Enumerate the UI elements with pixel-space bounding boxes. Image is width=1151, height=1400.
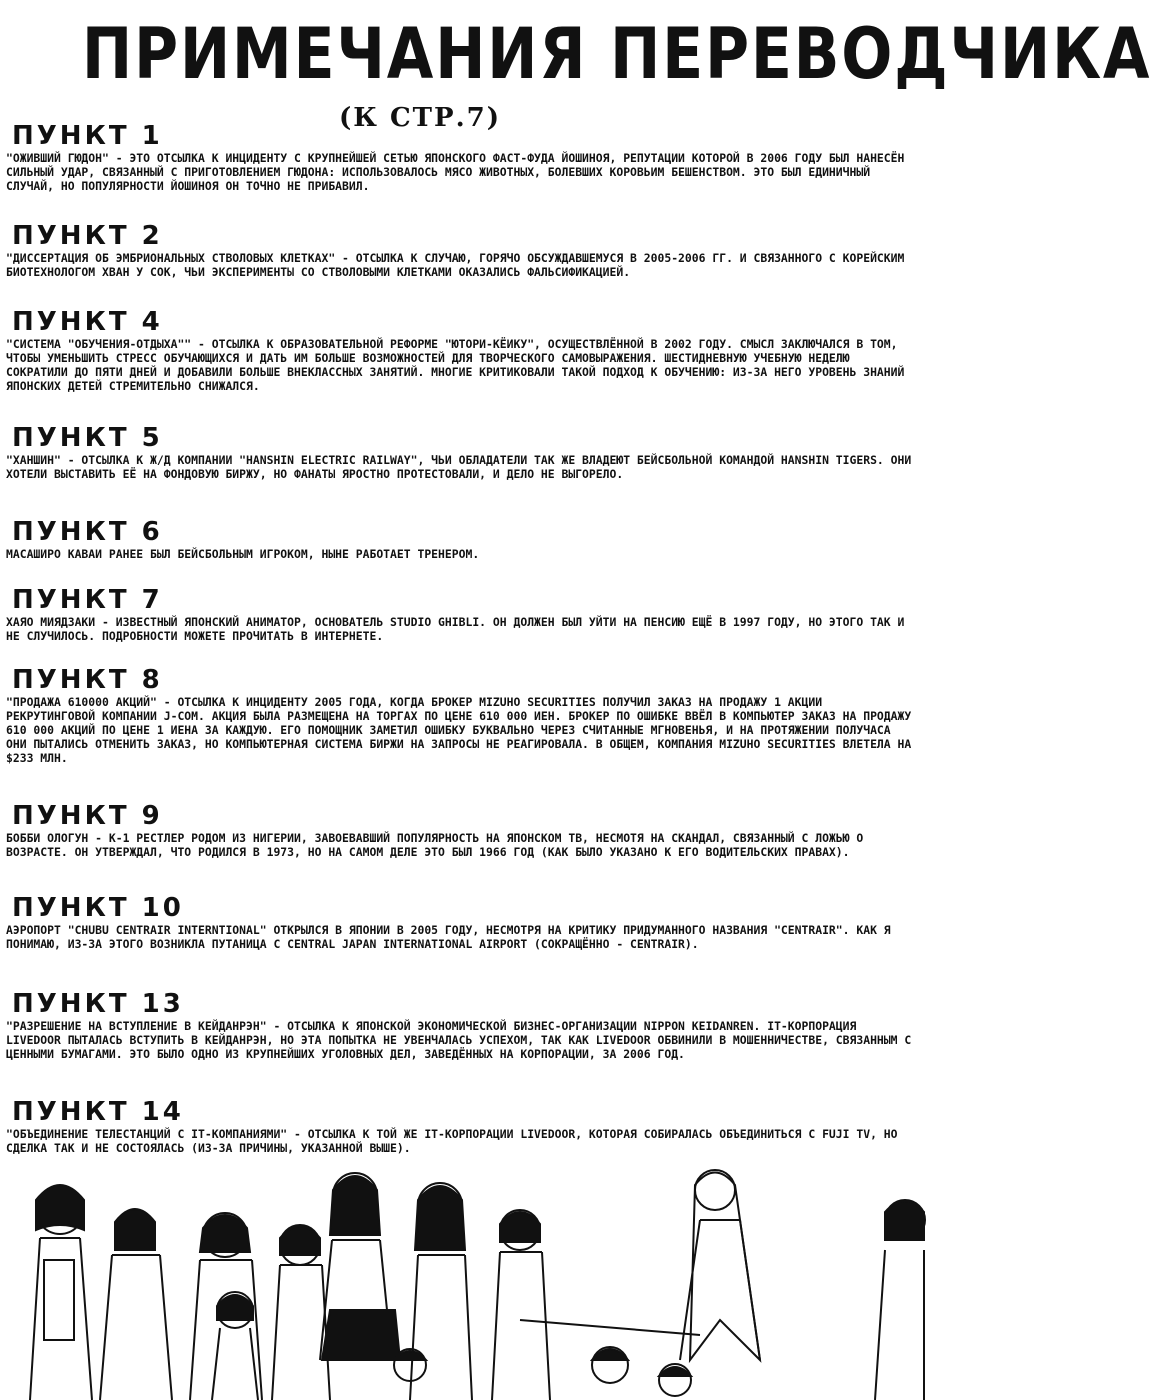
note-label: ПУНКТ 13 xyxy=(12,989,184,1019)
note-text: "ОБЪЕДИНЕНИЕ ТЕЛЕСТАНЦИЙ С IT-КОМПАНИЯМИ" - ОТСЫЛКА К ТОЙ ЖЕ IT-КОРПОРАЦИИ LIVEDOOR, КОТОРАЯ СОБИРАЛАСЬ ОБЪЕДИНИТЬСЯ С FUJI TV, НО СДЕЛКА ТАК И НЕ СОСТОЯЛАСЬ (ИЗ-ЗА ПРИЧИНЫ, УКАЗАННОЙ ВЫШЕ). xyxy=(6,1127,898,1155)
note-label: ПУНКТ 9 xyxy=(12,801,163,831)
note-1 xyxy=(6,122,918,193)
note-text: "ПРОДАЖА 610000 АКЦИЙ" - ОТСЫЛКА К ИНЦИДЕНТУ 2005 ГОДА, КОГДА БРОКЕР MIZUHO SECURITIES ПОЛУЧИЛ ЗАКАЗ НА ПРОДАЖУ 1 АКЦИИ РЕКРУТИНГОВОЙ КОМПАНИИ J-COM. АКЦИЯ БЫЛА РАЗМЕЩЕНА НА ТОРГАХ ПО ЦЕНЕ 610 000 ИЕН. БРОКЕР ПО ОШИБКЕ ВВЁЛ В КОМПЬЮТЕР ЗАКАЗ НА ПРОДАЖУ 610 000 АКЦИЙ ПО ЦЕНЕ 1 ИЕНА ЗА КАЖДУЮ. ЕГО ПОМОЩНИК ЗАМЕТИЛ ОШИБКУ БУКВАЛЬНО ЧЕРЕЗ СЧИТАННЫЕ МГНОВЕНЬЯ, И НА ПРОТЯЖЕНИИ ПОЛУЧАСА ОНИ ПЫТАЛИСЬ ОТМЕНИТЬ ЗАКАЗ, НО КОМПЬЮТЕРНАЯ СИСТЕМА БИРЖИ НА ЗАПРОСЫ НЕ РЕАГИРОВАЛА. В ОБЩЕМ, КОМПАНИЯ MIZUHO SECURITIES ВЛЕТЕЛА НА $233 МЛН. xyxy=(6,695,912,765)
note-4 xyxy=(6,308,918,393)
note-label: ПУНКТ 14 xyxy=(12,1097,184,1127)
note-label: ПУНКТ 1 xyxy=(12,121,163,151)
page-title: ПРИМЕЧАНИЯ ПЕРЕВОДЧИКА xyxy=(81,13,1151,95)
page-subtitle: (К СТР.7) xyxy=(338,103,502,133)
note-6 xyxy=(6,518,918,561)
note-9 xyxy=(6,802,918,859)
note-text: "ОЖИВШИЙ ГЮДОН" - ЭТО ОТСЫЛКА К ИНЦИДЕНТУ С КРУПНЕЙШЕЙ СЕТЬЮ ЯПОНСКОГО ФАСТ-ФУДА ЙОШИНОЯ, РЕПУТАЦИИ КОТОРОЙ В 2006 ГОДУ БЫЛ НАНЕСЁН СИЛЬНЫЙ УДАР, СВЯЗАННЫЙ С ПРИГОТОВЛЕНИЕМ ГЮДОНА: ИСПОЛЬЗОВАЛОСЬ МЯСО ЖИВОТНЫХ, БОЛЕВШИХ КОРОВЬИМ БЕШЕНСТВОМ. ЭТО БЫЛ ЕДИНИЧНЫЙ СЛУЧАЙ, НО ПОПУЛЯРНОСТИ ЙОШИНОЯ ОН ТОЧНО НЕ ПРИБАВИЛ. xyxy=(6,151,905,193)
note-text: "РАЗРЕШЕНИЕ НА ВСТУПЛЕНИЕ В КЕЙДАНРЭН" - ОТСЫЛКА К ЯПОНСКОЙ ЭКОНОМИЧЕСКОЙ БИЗНЕС-ОРГАНИЗАЦИИ NIPPON KEIDANREN. IT-КОРПОРАЦИЯ LIVEDOOR ПЫТАЛАСЬ ВСТУПИТЬ В КЕЙДАНРЭН, НО ЭТА ПОПЫТКА НЕ УВЕНЧАЛАСЬ УСПЕХОМ, ТАК КАК LIVEDOOR ОБВИНИЛИ В МОШЕННИЧЕСТВЕ, СВЯЗАННЫМ С ЦЕННЫМИ БУМАГАМИ. ЭТО БЫЛО ОДНО ИЗ КРУПНЕЙШИХ УГОЛОВНЫХ ДЕЛ, ЗАВЕДЁННЫХ НА КОРПОРАЦИИ, ЗА 2006 ГОД. xyxy=(6,1019,912,1061)
note-label: ПУНКТ 8 xyxy=(12,665,163,695)
characters-illustration xyxy=(0,1160,924,1400)
note-2 xyxy=(6,222,918,279)
note-label: ПУНКТ 7 xyxy=(12,585,163,615)
note-text: АЭРОПОРТ "CHUBU CENTRAIR INTERNTIONAL" ОТКРЫЛСЯ В ЯПОНИИ В 2005 ГОДУ, НЕСМОТРЯ НА КРИТИКУ ПРИДУМАННОГО НАЗВАНИЯ "CENTRAIR". КАК Я ПОНИМАЮ, ИЗ-ЗА ЭТОГО ВОЗНИКЛА ПУТАНИЦА С CENTRAL JAPAN INTERNATIONAL AIRPORT (СОКРАЩЁННО - CENTRAIR). xyxy=(6,923,891,951)
note-label: ПУНКТ 10 xyxy=(12,893,184,923)
note-13 xyxy=(6,990,918,1061)
note-label: ПУНКТ 2 xyxy=(12,221,163,251)
note-text: МАСАШИРО КАВАИ РАНЕЕ БЫЛ БЕЙСБОЛЬНЫМ ИГРОКОМ, НЫНЕ РАБОТАЕТ ТРЕНЕРОМ. xyxy=(6,547,480,561)
note-text: ХАЯО МИЯДЗАКИ - ИЗВЕСТНЫЙ ЯПОНСКИЙ АНИМАТОР, ОСНОВАТЕЛЬ STUDIO GHIBLI. ОН ДОЛЖЕН БЫЛ УЙТИ НА ПЕНСИЮ ЕЩЁ В 1997 ГОДУ, НО ЭТОГО ТАК И НЕ СЛУЧИЛОСЬ. ПОДРОБНОСТИ МОЖЕТЕ ПРОЧИТАТЬ В ИНТЕРНЕТЕ. xyxy=(6,615,905,643)
note-label: ПУНКТ 4 xyxy=(12,307,163,337)
note-label: ПУНКТ 5 xyxy=(12,423,163,453)
note-5 xyxy=(6,424,918,481)
note-text: БОББИ ОЛОГУН - K-1 РЕСТЛЕР РОДОМ ИЗ НИГЕРИИ, ЗАВОЕВАВШИЙ ПОПУЛЯРНОСТЬ НА ЯПОНСКОМ ТВ, НЕСМОТЯ НА СКАНДАЛ, СВЯЗАННЫЙ С ЛОЖЬЮ О ВОЗРАСТЕ. ОН УТВЕРЖДАЛ, ЧТО РОДИЛСЯ В 1973, НО НА САМОМ ДЕЛЕ ЭТО БЫЛ 1966 ГОД (КАК БЫЛО УКАЗАНО К ЕГО ВОДИТЕЛЬСКИХ ПРАВАХ). xyxy=(6,831,864,859)
note-text: "СИСТЕМА "ОБУЧЕНИЯ-ОТДЫХА"" - ОТСЫЛКА К ОБРАЗОВАТЕЛЬНОЙ РЕФОРМЕ "ЮТОРИ-КЁИКУ", ОСУЩЕСТВЛЁННОЙ В 2002 ГОДУ. СМЫСЛ ЗАКЛЮЧАЛСЯ В ТОМ, ЧТОБЫ УМЕНЬШИТЬ СТРЕСС ОБУЧАЮЩИХСЯ И ДАТЬ ИМ БОЛЬШЕ ВОЗМОЖНОСТЕЙ ДЛЯ ТВОРЧЕСКОГО САМОВЫРАЖЕНИЯ. ШЕСТИДНЕВНУЮ УЧЕБНУЮ НЕДЕЛЮ СОКРАТИЛИ ДО ПЯТИ ДНЕЙ И ДОБАВИЛИ БОЛЬШЕ ВНЕКЛАССНЫХ ЗАНЯТИЙ. МНОГИЕ КРИТИКОВАЛИ ТАКОЙ ПОДХОД К ОБУЧЕНИЮ: ИЗ-ЗА НЕГО УРОВЕНЬ ЗНАНИЙ ЯПОНСКИХ ДЕТЕЙ СТРЕМИТЕЛЬНО СНИЖАЛСЯ. xyxy=(6,337,905,393)
note-10 xyxy=(6,894,918,951)
note-8 xyxy=(6,666,918,765)
note-text: "ХАНШИН" - ОТСЫЛКА К Ж/Д КОМПАНИИ "HANSHIN ELECTRIC RAILWAY", ЧЬИ ОБЛАДАТЕЛИ ТАК ЖЕ ВЛАДЕЮТ БЕЙСБОЛЬНОЙ КОМАНДОЙ HANSHIN TIGERS. ОНИ ХОТЕЛИ ВЫСТАВИТЬ ЕЁ НА ФОНДОВУЮ БИРЖУ, НО ФАНАТЫ ЯРОСТНО ПРОТЕСТОВАЛИ, И ДЕЛО НЕ ВЫГОРЕЛО. xyxy=(6,453,912,481)
note-text: "ДИССЕРТАЦИЯ ОБ ЭМБРИОНАЛЬНЫХ СТВОЛОВЫХ КЛЕТКАХ" - ОТСЫЛКА К СЛУЧАЮ, ГОРЯЧО ОБСУЖДАВШЕМУСЯ В 2005-2006 ГГ. И СВЯЗАННОГО С КОРЕЙСКИМ БИОТЕХНОЛОГОМ ХВАН У СОК, ЧЬИ ЭКСПЕРИМЕНТЫ СО СТВОЛОВЫМИ КЛЕТКАМИ ОКАЗАЛИСЬ ФАЛЬСИФИКАЦИЕЙ. xyxy=(6,251,905,279)
note-7 xyxy=(6,586,918,643)
note-14 xyxy=(6,1098,918,1155)
note-label: ПУНКТ 6 xyxy=(12,517,163,547)
